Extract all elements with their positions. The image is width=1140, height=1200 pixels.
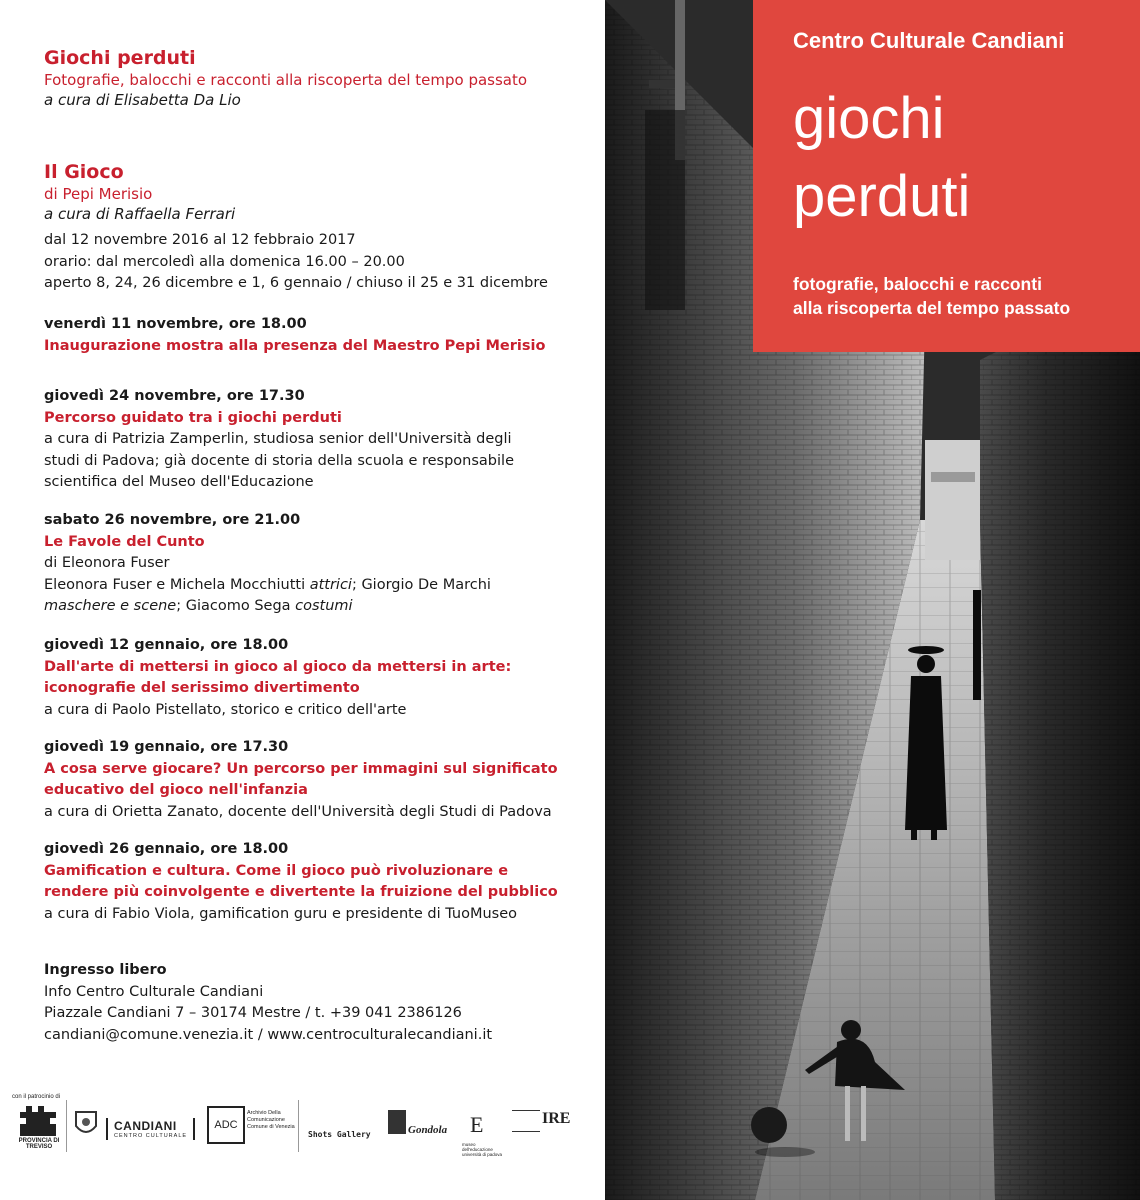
event-desc: a cura di Patrizia Zamperlin, studiosa senior dell'Università degli — [44, 431, 512, 447]
event-title: Inaugurazione mostra alla presenza del Maestro Pepi Merisio — [44, 337, 546, 354]
section-title: Il Gioco — [44, 161, 124, 183]
section-author: di Pepi Merisio — [44, 185, 153, 203]
comune-venezia-crest — [74, 1108, 98, 1143]
poster-title-line2: perduti — [793, 164, 971, 229]
poster-title-box — [753, 0, 1140, 352]
divider — [66, 1100, 67, 1152]
info-address: Piazzale Candiani 7 – 30174 Mestre / t. +39 041 2386126 — [44, 1005, 462, 1021]
event-date: giovedì 24 novembre, ore 17.30 — [44, 388, 305, 404]
poster-panel — [605, 0, 1140, 1200]
adc-logo: ADC — [207, 1106, 245, 1144]
poster-title-line1: giochi — [793, 86, 945, 151]
exhibition-header — [44, 46, 527, 110]
exhibition-curator: a cura di Elisabetta Da Lio — [44, 91, 241, 109]
poster-title — [793, 80, 970, 236]
event-desc: a cura di Orietta Zanato, docente dell'Università degli Studi di Padova — [44, 803, 552, 820]
shots-gallery-logo: Shots Gallery — [308, 1130, 371, 1139]
event-title: Gamification e cultura. Come il gioco può rivoluzionare e — [44, 862, 509, 879]
event-desc: scientifica del Museo dell'Educazione — [44, 474, 314, 490]
event-title: Le Favole del Cunto — [44, 533, 205, 550]
event-cast: Eleonora Fuser e Michela Mocchiutti attrici; Giorgio De Marchi — [44, 576, 491, 593]
event-4 — [44, 635, 511, 721]
crest-icon — [74, 1108, 98, 1138]
event-desc: studi di Padova; già docente di storia della scuola e responsabile — [44, 452, 514, 469]
event-title: rendere più coinvolgente e divertente la fruizione del pubblico — [44, 884, 558, 900]
info-contacts[interactable]: candiani@comune.venezia.it / www.centroculturalecandiani.it — [44, 1026, 493, 1043]
sponsor-logos — [0, 1088, 605, 1168]
event-date: giovedì 12 gennaio, ore 18.00 — [44, 637, 289, 653]
event-desc: a cura di Paolo Pistellato, storico e critico dell'arte — [44, 701, 407, 718]
divider — [298, 1100, 299, 1152]
event-desc: di Eleonora Fuser — [44, 555, 170, 571]
event-2 — [44, 386, 514, 494]
event-title: Dall'arte di mettersi in gioco al gioco da mettersi in arte: — [44, 658, 512, 675]
event-6 — [44, 839, 558, 925]
event-date: venerdì 11 novembre, ore 18.00 — [44, 316, 307, 332]
ire-logo: IRE — [542, 1110, 571, 1127]
exhibition-hours: orario: dal mercoledì alla domenica 16.00 – 20.00 — [44, 253, 405, 270]
section-curator: a cura di Raffaella Ferrari — [44, 205, 236, 223]
adc-label: Archivio Della Comunicazione Comune di Venezia — [247, 1110, 295, 1130]
section-il-gioco — [44, 160, 548, 295]
venezia-mark-icon — [512, 1110, 540, 1132]
event-title: A cosa serve giocare? Un percorso per immagini sul significato — [44, 760, 558, 777]
info-block — [44, 960, 492, 1046]
exhibition-open-days: aperto 8, 24, 26 dicembre e 1, 6 gennaio / chiuso il 25 e 31 dicembre — [44, 275, 548, 291]
provincia-label: PROVINCIA DI TREVISO — [18, 1138, 60, 1150]
gondola-logo: Gondola — [408, 1124, 448, 1136]
event-desc: a cura di Fabio Viola, gamification guru e presidente di TuoMuseo — [44, 905, 517, 922]
exhibition-subtitle: Fotografie, balocchi e racconti alla riscoperta del tempo passato — [44, 71, 528, 89]
event-date: sabato 26 novembre, ore 21.00 — [44, 512, 301, 528]
event-title: iconografie del serissimo divertimento — [44, 680, 360, 696]
exhibition-dates: dal 12 novembre 2016 al 12 febbraio 2017 — [44, 232, 356, 248]
provincia-treviso-logo — [20, 1106, 56, 1136]
exhibition-title: Giochi perduti — [44, 47, 196, 69]
free-entry: Ingresso libero — [44, 962, 167, 978]
event-title: Percorso guidato tra i giochi perduti — [44, 409, 342, 426]
museo-educazione-icon: E — [470, 1112, 484, 1137]
event-date: giovedì 19 gennaio, ore 17.30 — [44, 739, 289, 755]
poster-subtitle: fotografie, balocchi e racconti alla riscoperta del tempo passato — [793, 274, 1071, 318]
patronage-label: con il patrocinio di — [12, 1094, 61, 1100]
event-date: giovedì 26 gennaio, ore 18.00 — [44, 841, 289, 857]
event-3 — [44, 510, 491, 618]
provincia-emblem-icon — [20, 1106, 56, 1136]
candiani-logo: CANDIANI CENTRO CULTURALE — [106, 1118, 195, 1140]
museo-label: museo dell'educazione università di padova — [462, 1142, 503, 1157]
gondola-mark-icon — [388, 1110, 406, 1134]
event-title: educativo del gioco nell'infanzia — [44, 782, 308, 798]
event-1 — [44, 314, 545, 357]
info-line: Info Centro Culturale Candiani — [44, 983, 264, 1000]
event-5 — [44, 737, 558, 823]
event-cast: maschere e scene; Giacomo Sega costumi — [44, 598, 353, 614]
poster-venue: Centro Culturale Candiani — [793, 28, 1065, 53]
